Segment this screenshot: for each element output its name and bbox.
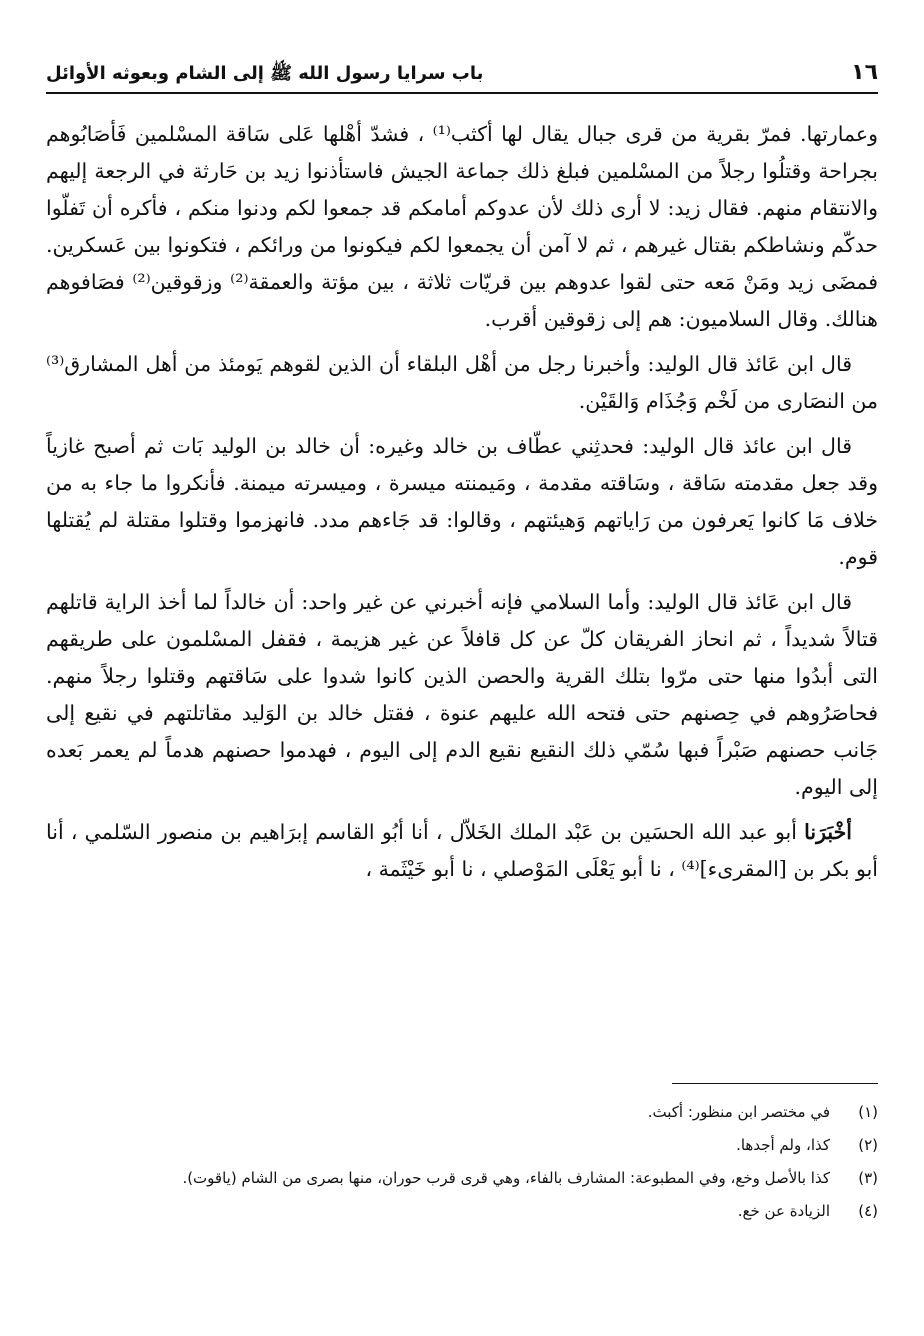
paragraph-3: قال ابن عائذ قال الوليد: فحدثِني عطّاف بن خالد وغيره: أن خالد بن الوليد بَات ثم أصبح غازياً وقد جعل مقدمته سَاقة ، وسَاقته مقدمة ، ومَيمنته ميسرة ، وميسرته ميمنة. فأنكروا ما جاء به من خلاف مَا كانوا يَعرفون من رَاياتهم وَهيئتهم ، وقالوا: قد جَاءهم مدد. فانهزموا وقتلوا مقتلة لم يُقتلها قوم. — [46, 434, 878, 569]
footnote-number: (٣) — [858, 1169, 878, 1187]
footnote-text: في مختصر ابن منظور: أكبث. — [647, 1103, 830, 1121]
running-title: باب سرايا رسول الله ﷺ إلى الشام وبعوثه الأوائل — [46, 63, 484, 84]
footnote-4 — [46, 1197, 878, 1226]
paragraph-2: قال ابن عَائذ قال الوليد: وأخبرنا رجل من أهْل البلقاء أن الذين لقوهم يَومئذ من أهل المشارق⁽³⁾ من النصَارى من لَخْم وَجُذَام وَالقَيْن. — [46, 352, 878, 413]
footnote-rule — [672, 1083, 878, 1084]
paragraph-1: وعمارتها. فمرّ بقرية من قرى جبال يقال لها أكثب⁽¹⁾ ، فشدّ أهْلها عَلى سَاقة المسْلمين فَأصَابُوهم بجراحة وقتلُوا رجلاً من المسْلمين فبلغ ذلك جماعة الجيش فاستأذنوا زيد بن حَارثة في الرجعة إليهم والانتقام منهم. فقال زيد: لا أرى ذلك لأن عدوكم أمامكم قد جمعوا لكم ودنوا منكم ، فأكره أن تَفلّوا حدكّم ونشاطكم بقتال غيرهم ، ثم لا آمن أن يجمعوا لكم فيكونوا من ورائكم ، فتكونوا بين عَسكرين. فمضَى زيد ومَنْ مَعه حتى لقوا عدوهم بين قريّات ثلاثة ، بين مؤتة والعمقة⁽²⁾ وزقوقين⁽²⁾ فصَافوهم هنالك. وقال السلاميون: هم إلى زقوقين أقرب. — [46, 122, 879, 331]
footnote-number: (٤) — [858, 1202, 878, 1220]
footnote-text: كذا بالأصل وخع، وفي المطبوعة: المشارف بالفاء، وهي قرى قرب حوران، منها بصرى من الشام (ياقوت). — [182, 1169, 830, 1187]
footnote-text: كذا، ولم أجدها. — [736, 1136, 830, 1154]
paragraph-5-text: أبو عبد الله الحسَين بن عَبْد الملك الخَلاّل ، أنا أبُو القاسم إبرَاهيم بن منصور السّلمي ، أنا أبو بكر بن [المقرىء]⁽⁴⁾ ، نا أبو يَعْلَى المَوْصلي ، نا أبو خَيْثَمة ، — [46, 820, 878, 881]
paragraph-5-lead: أخْبَرَنا — [804, 820, 852, 844]
page-header — [46, 54, 878, 94]
header-rule — [46, 92, 878, 94]
paragraph-5 — [46, 814, 878, 888]
footnote-3 — [46, 1164, 878, 1193]
paragraph-4: قال ابن عَائذ قال الوليد: وأما السلامي فإنه أخبرني عن غير واحد: أن خالداً لما أخذ الراية قاتلهم قتالاً شديداً ، ثم انحاز الفريقان كلّ عن كل قافلاً عن غير هزيمة ، فقفل المسْلمون على طريقهم التى أبدُوا منها حتى مرّوا بتلك القرية والحصن الذين كانوا شدوا على سَاقتهم وقتلوا رجلاً منهم. فحاصَرُوهم في حِصنهم حتى فتحه الله عليهم عنوة ، فقتل خالد بن الوَليد مقاتلتهم في نقيع إلى جَانب حصنهم صَبْراً فبها سُمّي ذلك النقيع نقيع الدم إلى اليوم ، فهدموا حصنهم هدماً لم يعمر بَعده إلى اليوم. — [46, 590, 878, 799]
main-text — [46, 116, 878, 896]
footnote-text: الزيادة عن خع. — [737, 1202, 830, 1220]
footnote-1 — [46, 1098, 878, 1127]
footnote-number: (٢) — [858, 1136, 878, 1154]
footnote-number: (١) — [858, 1103, 878, 1121]
page-number: ١٦ — [851, 60, 878, 85]
footnotes — [46, 1098, 878, 1230]
footnote-2 — [46, 1131, 878, 1160]
